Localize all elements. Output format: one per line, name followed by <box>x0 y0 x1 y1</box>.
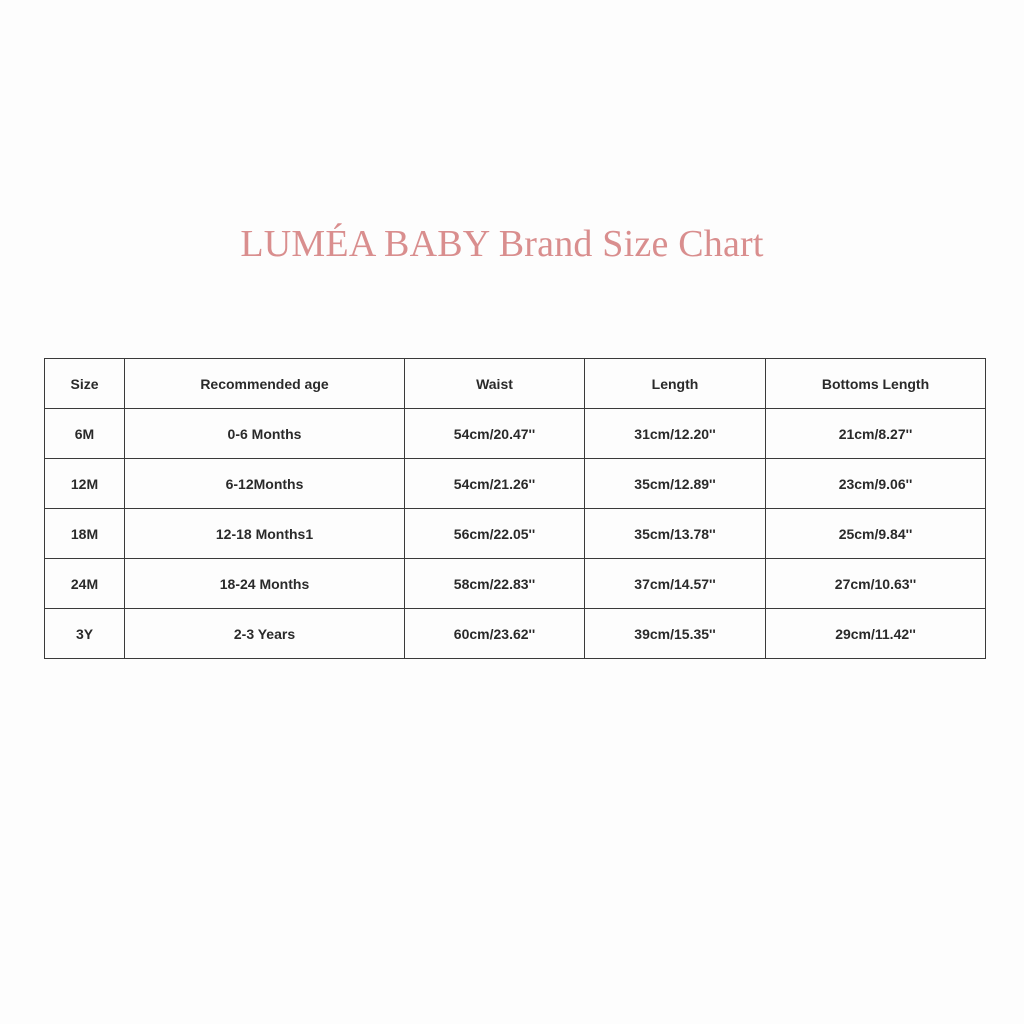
header-size: Size <box>45 359 125 409</box>
cell-recommended-age: 12-18 Months1 <box>125 509 405 559</box>
cell-size: 12M <box>45 459 125 509</box>
cell-bottoms-length: 21cm/8.27'' <box>766 409 986 459</box>
cell-waist: 60cm/23.62'' <box>405 609 585 659</box>
cell-recommended-age: 18-24 Months <box>125 559 405 609</box>
page-title: LUMÉA BABY Brand Size Chart <box>240 223 764 265</box>
cell-length: 39cm/15.35'' <box>585 609 766 659</box>
cell-recommended-age: 2-3 Years <box>125 609 405 659</box>
cell-size: 18M <box>45 509 125 559</box>
table-row <box>45 609 986 659</box>
cell-size: 3Y <box>45 609 125 659</box>
cell-bottoms-length: 23cm/9.06'' <box>766 459 986 509</box>
cell-bottoms-length: 29cm/11.42'' <box>766 609 986 659</box>
cell-recommended-age: 6-12Months <box>125 459 405 509</box>
table-header-row <box>45 359 986 409</box>
cell-length: 31cm/12.20'' <box>585 409 766 459</box>
cell-waist: 58cm/22.83'' <box>405 559 585 609</box>
cell-length: 37cm/14.57'' <box>585 559 766 609</box>
table-row <box>45 459 986 509</box>
cell-recommended-age: 0-6 Months <box>125 409 405 459</box>
cell-waist: 56cm/22.05'' <box>405 509 585 559</box>
cell-bottoms-length: 27cm/10.63'' <box>766 559 986 609</box>
cell-size: 24M <box>45 559 125 609</box>
cell-waist: 54cm/21.26'' <box>405 459 585 509</box>
size-chart-table <box>44 358 986 659</box>
table-row <box>45 509 986 559</box>
cell-waist: 54cm/20.47'' <box>405 409 585 459</box>
table-row <box>45 559 986 609</box>
cell-length: 35cm/13.78'' <box>585 509 766 559</box>
cell-bottoms-length: 25cm/9.84'' <box>766 509 986 559</box>
header-bottoms-length: Bottoms Length <box>766 359 986 409</box>
header-length: Length <box>585 359 766 409</box>
cell-length: 35cm/12.89'' <box>585 459 766 509</box>
header-waist: Waist <box>405 359 585 409</box>
header-recommended-age: Recommended age <box>125 359 405 409</box>
cell-size: 6M <box>45 409 125 459</box>
table-row <box>45 409 986 459</box>
